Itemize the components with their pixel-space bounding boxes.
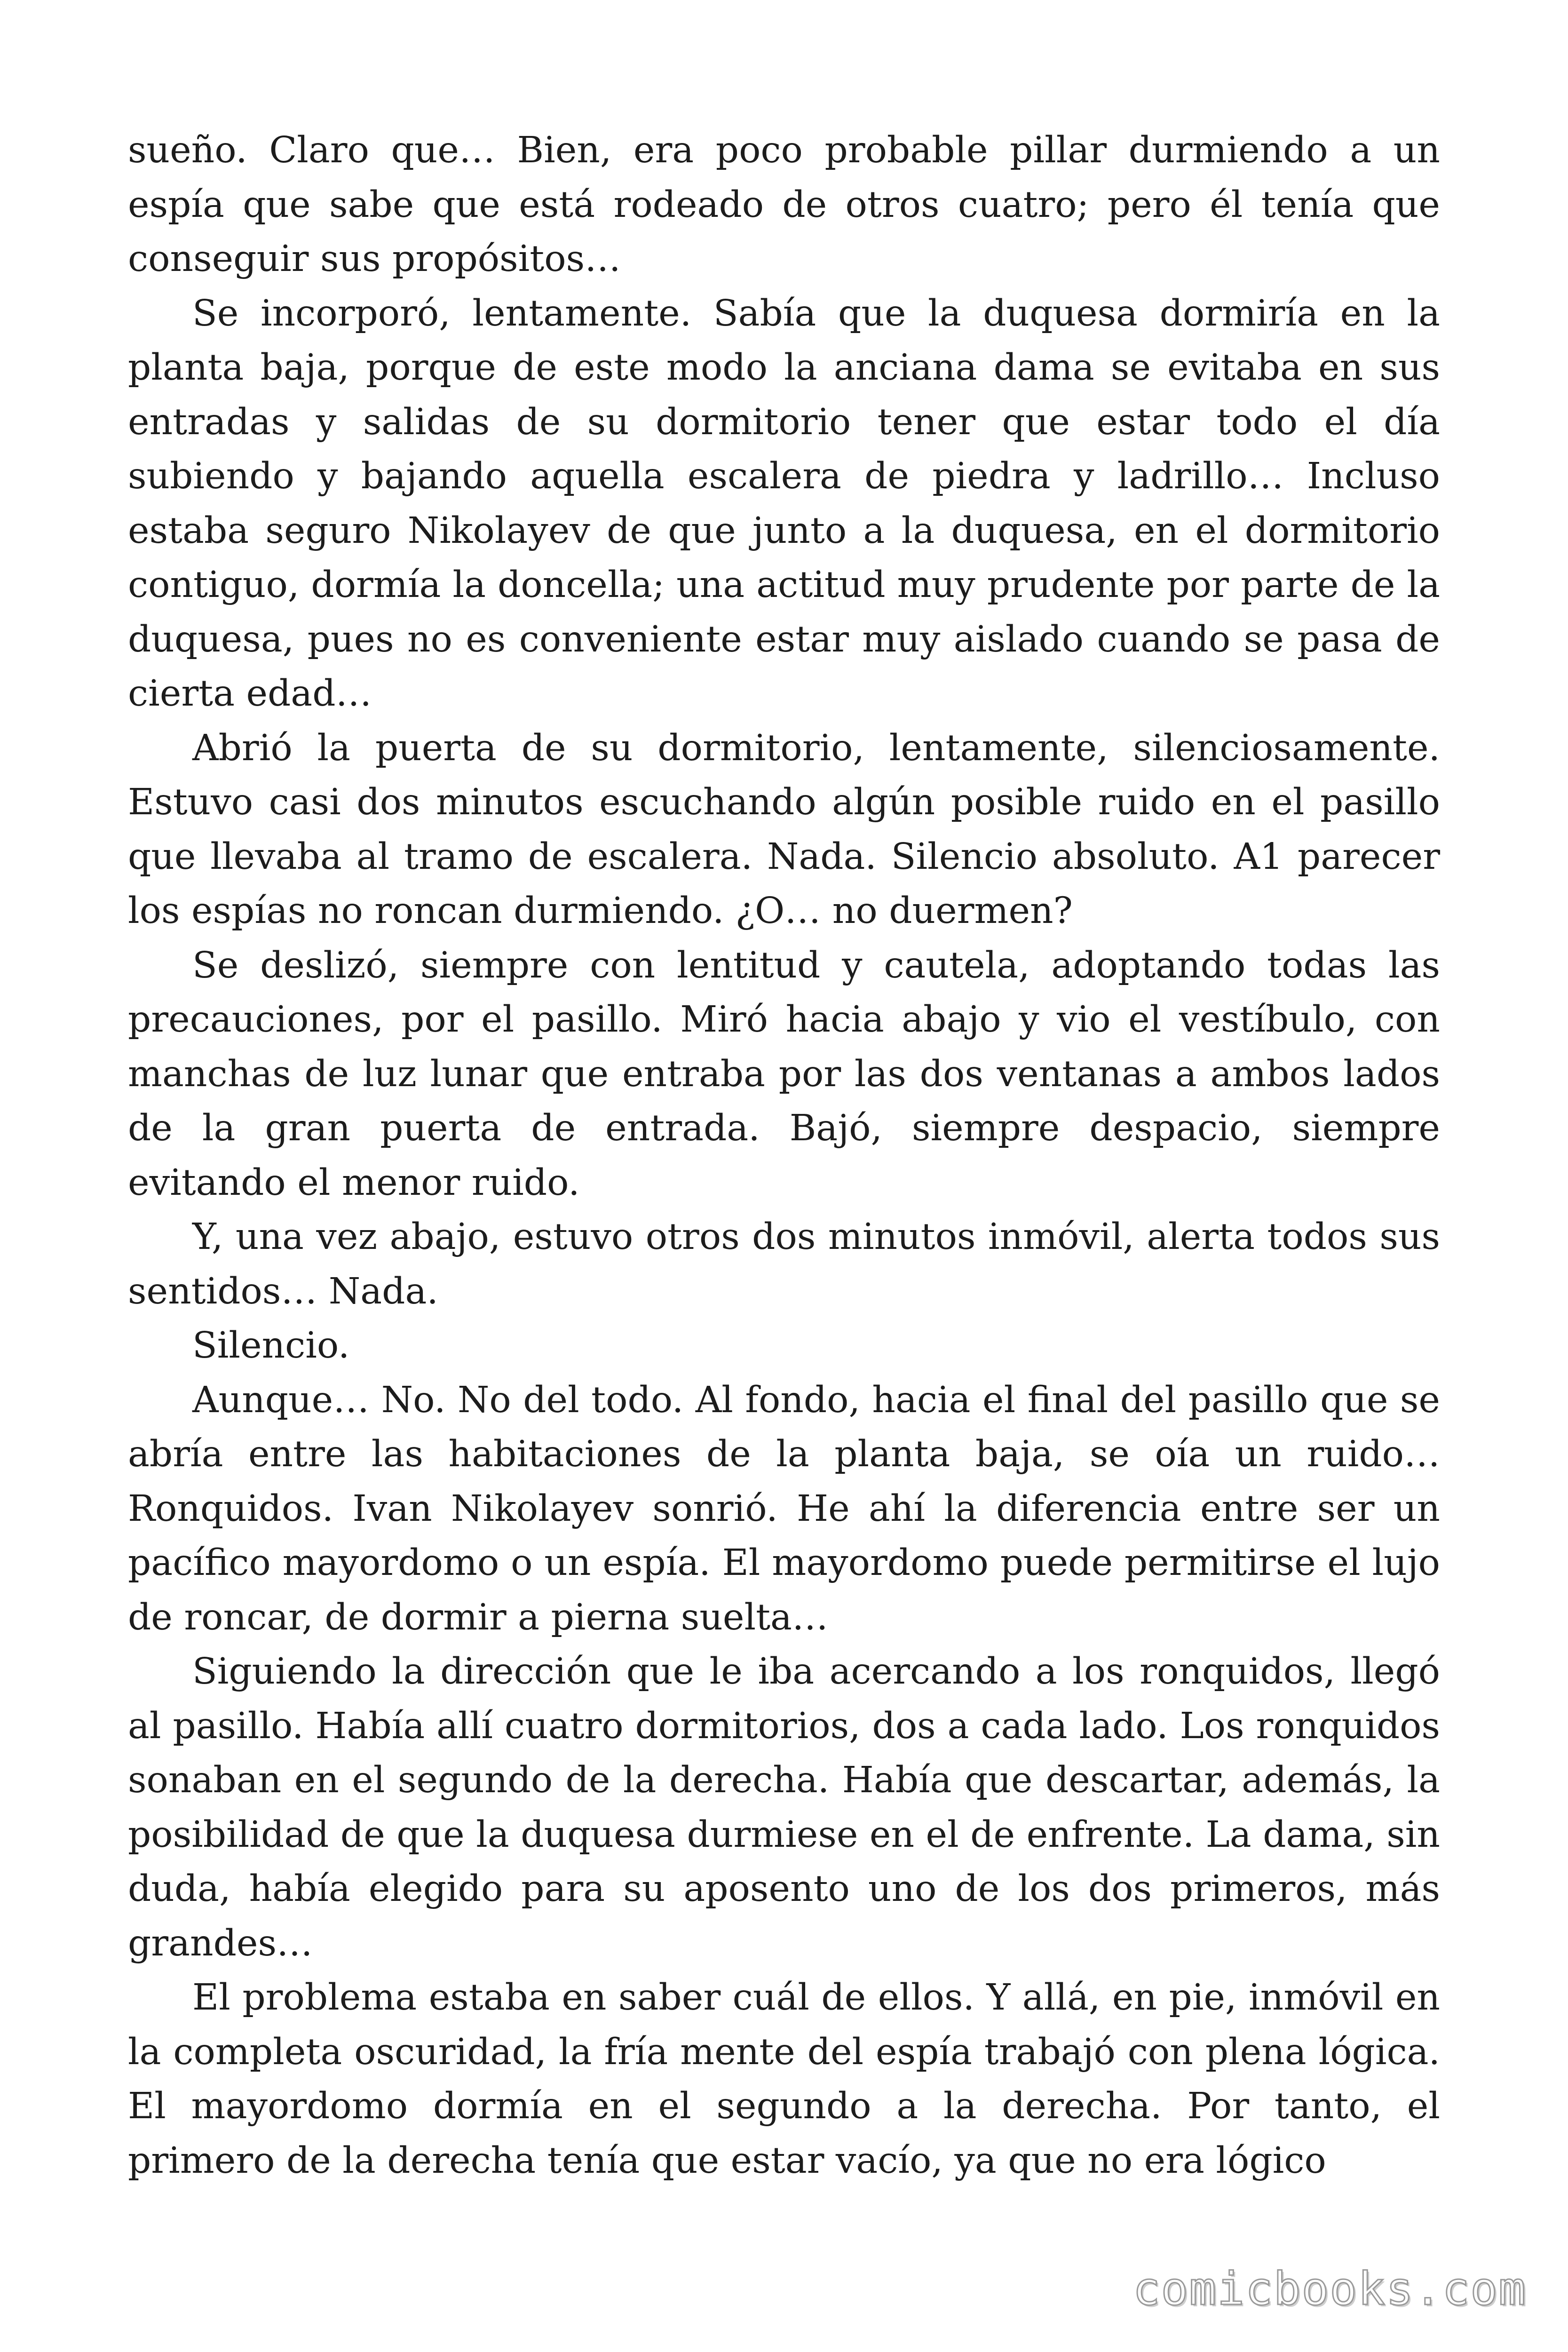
paragraph-7: Aunque… No. No del todo. Al fondo, hacia el final del pasillo que se abría entre las habitaciones de la planta baja, se oía un ruido… Ronquidos. Ivan Nikolayev sonrió. He ahí la diferencia entre ser un pacífico mayordomo o un espía. El mayordomo puede permitirse el lujo de roncar, de dormir a pierna suelta… (128, 1379, 1440, 1638)
paragraph-1: sueño. Claro que… Bien, era poco probable pillar durmiendo a un espía que sabe que está rodeado de otros cuatro; pero él tenía que conseguir sus propósitos… (128, 129, 1440, 280)
paragraph-3: Abrió la puerta de su dormitorio, lentamente, silenciosamente. Estuvo casi dos minutos escuchando algún posible ruido en el pasillo que llevaba al tramo de escalera. Nada. Silencio absoluto. A1 parecer los espías no roncan durmiendo. ¿O… no duermen? (128, 727, 1440, 932)
site-watermark: comicbooks.com (1132, 2263, 1527, 2315)
paragraph-6: Silencio. (192, 1325, 350, 1367)
paragraph-9: El problema estaba en saber cuál de ellos. Y allá, en pie, inmóvil en la completa oscuridad, la fría mente del espía trabajó con plena lógica. El mayordomo dormía en el segundo a la derecha. Por tanto, el primero de la derecha tenía que estar vacío, ya que no era lógico (128, 1977, 1440, 2182)
paragraph-4: Se deslizó, siempre con lentitud y cautela, adoptando todas las precauciones, por el pasillo. Miró hacia abajo y vio el vestíbulo, con manchas de luz lunar que entraba por las dos ventanas a ambos lados de la gran puerta de entrada. Bajó, siempre despacio, siempre evitando el menor ruido. (128, 944, 1440, 1204)
paragraph-8: Siguiendo la dirección que le iba acercando a los ronquidos, llegó al pasillo. Había allí cuatro dormitorios, dos a cada lado. Los ronquidos sonaban en el segundo de la derecha. Había que descartar, además, la posibilidad de que la duquesa durmiese en el de enfrente. La dama, sin duda, había elegido para su aposento uno de los dos primeros, más grandes… (128, 1651, 1440, 1964)
paragraph-5: Y, una vez abajo, estuvo otros dos minutos inmóvil, alerta todos sus sentidos… Nada. (128, 1216, 1440, 1312)
book-page-text (128, 123, 1440, 2188)
paragraph-2: Se incorporó, lentamente. Sabía que la duquesa dormiría en la planta baja, porque de este modo la anciana dama se evitaba en sus entradas y salidas de su dormitorio tener que estar todo el día subiendo y bajando aquella escalera de piedra y ladrillo… Incluso estaba seguro Nikolayev de que junto a la duquesa, en el dormitorio contiguo, dormía la doncella; una actitud muy prudente por parte de la duquesa, pues no es conveniente estar muy aislado cuando se pasa de cierta edad… (128, 292, 1440, 715)
